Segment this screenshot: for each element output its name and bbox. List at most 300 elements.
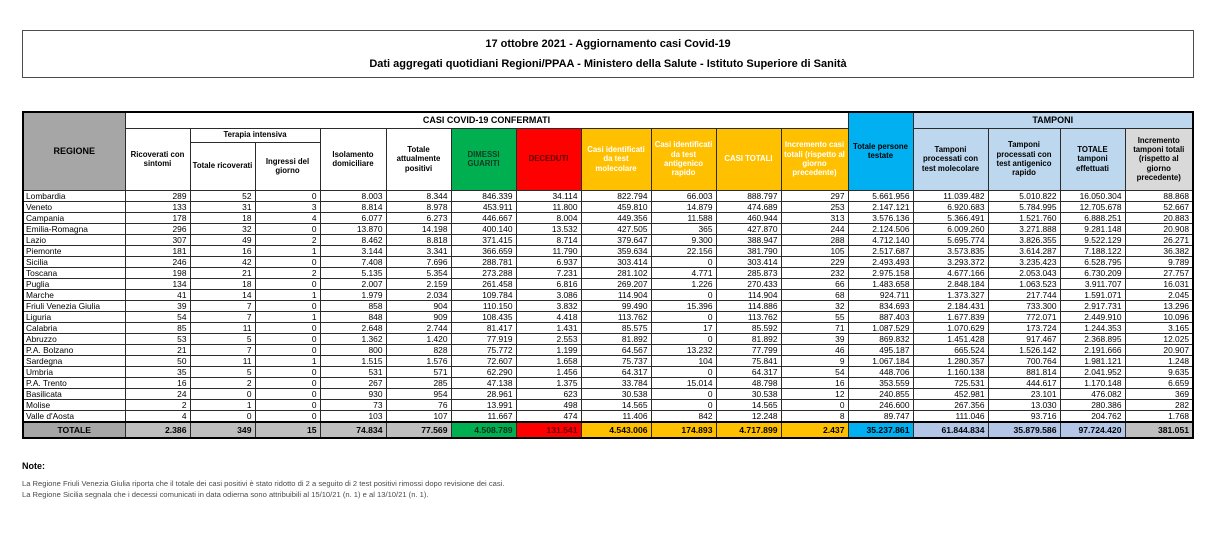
value-cell: 1.375 bbox=[516, 377, 581, 388]
value-cell: 359.634 bbox=[581, 245, 651, 256]
value-cell: 24 bbox=[125, 388, 190, 399]
header-ingressi-del-giorno: Ingressi del giorno bbox=[255, 142, 320, 190]
value-cell: 881.814 bbox=[988, 366, 1060, 377]
value-cell: 11.800 bbox=[516, 201, 581, 212]
value-cell: 8.714 bbox=[516, 234, 581, 245]
value-cell: 1.373.327 bbox=[913, 289, 988, 300]
value-cell: 476.082 bbox=[1060, 388, 1125, 399]
totals-value-cell: 97.724.420 bbox=[1060, 422, 1125, 438]
value-cell: 23.101 bbox=[988, 388, 1060, 399]
value-cell: 858 bbox=[320, 300, 386, 311]
value-cell: 14.565 bbox=[581, 399, 651, 410]
value-cell: 0 bbox=[255, 399, 320, 410]
value-cell: 42 bbox=[190, 256, 255, 267]
totals-value-cell: 349 bbox=[190, 422, 255, 438]
value-cell: 16 bbox=[190, 245, 255, 256]
value-cell: 54 bbox=[125, 311, 190, 322]
value-cell: 53 bbox=[125, 333, 190, 344]
value-cell: 108.435 bbox=[451, 311, 516, 322]
value-cell: 26.271 bbox=[1125, 234, 1193, 245]
value-cell: 365 bbox=[651, 223, 716, 234]
value-cell: 0 bbox=[651, 333, 716, 344]
value-cell: 93.716 bbox=[988, 410, 1060, 422]
value-cell: 2.553 bbox=[516, 333, 581, 344]
value-cell: 474 bbox=[516, 410, 581, 422]
value-cell: 7.188.122 bbox=[1060, 245, 1125, 256]
value-cell: 16 bbox=[781, 377, 848, 388]
value-cell: 288.781 bbox=[451, 256, 516, 267]
value-cell: 498 bbox=[516, 399, 581, 410]
value-cell: 1.526.142 bbox=[988, 344, 1060, 355]
totals-value-cell: 4.543.006 bbox=[581, 422, 651, 438]
value-cell: 34.114 bbox=[516, 190, 581, 201]
value-cell: 14.879 bbox=[651, 201, 716, 212]
value-cell: 1.199 bbox=[516, 344, 581, 355]
value-cell: 8.978 bbox=[386, 201, 451, 212]
value-cell: 1.063.523 bbox=[988, 278, 1060, 289]
value-cell: 460.944 bbox=[716, 212, 781, 223]
value-cell: 11.406 bbox=[581, 410, 651, 422]
header-casi-test-antigenico: Casi identificati da test antigenico rapido bbox=[651, 128, 716, 190]
value-cell: 2.744 bbox=[386, 322, 451, 333]
table-row bbox=[23, 267, 1193, 278]
value-cell: 7 bbox=[190, 311, 255, 322]
value-cell: 459.810 bbox=[581, 201, 651, 212]
value-cell: 6.730.209 bbox=[1060, 267, 1125, 278]
value-cell: 1.451.428 bbox=[913, 333, 988, 344]
value-cell: 76 bbox=[386, 399, 451, 410]
value-cell: 5.695.774 bbox=[913, 234, 988, 245]
value-cell: 73 bbox=[320, 399, 386, 410]
value-cell: 3.573.835 bbox=[913, 245, 988, 256]
totals-value-cell: 35.879.586 bbox=[988, 422, 1060, 438]
value-cell: 842 bbox=[651, 410, 716, 422]
value-cell: 134 bbox=[125, 278, 190, 289]
value-cell: 9.789 bbox=[1125, 256, 1193, 267]
value-cell: 285 bbox=[386, 377, 451, 388]
value-cell: 6.009.260 bbox=[913, 223, 988, 234]
value-cell: 21 bbox=[190, 267, 255, 278]
table-row bbox=[23, 344, 1193, 355]
value-cell: 13.296 bbox=[1125, 300, 1193, 311]
region-name: Toscana bbox=[23, 267, 125, 278]
value-cell: 296 bbox=[125, 223, 190, 234]
totals-value-cell: 4.508.789 bbox=[451, 422, 516, 438]
header-totale-ricoverati: Totale ricoverati bbox=[190, 142, 255, 190]
value-cell: 2.159 bbox=[386, 278, 451, 289]
region-name: Puglia bbox=[23, 278, 125, 289]
value-cell: 280.386 bbox=[1060, 399, 1125, 410]
value-cell: 114.886 bbox=[716, 300, 781, 311]
totals-value-cell: 74.834 bbox=[320, 422, 386, 438]
value-cell: 11.039.482 bbox=[913, 190, 988, 201]
header-group-tamponi: TAMPONI bbox=[913, 112, 1193, 128]
table-row bbox=[23, 278, 1193, 289]
value-cell: 46 bbox=[781, 344, 848, 355]
region-name: Basilicata bbox=[23, 388, 125, 399]
value-cell: 270.433 bbox=[716, 278, 781, 289]
totals-value-cell: 77.569 bbox=[386, 422, 451, 438]
value-cell: 3.832 bbox=[516, 300, 581, 311]
table-row bbox=[23, 190, 1193, 201]
value-cell: 28.961 bbox=[451, 388, 516, 399]
value-cell: 31 bbox=[190, 201, 255, 212]
value-cell: 0 bbox=[651, 388, 716, 399]
table-row bbox=[23, 366, 1193, 377]
totals-value-cell: 381.051 bbox=[1125, 422, 1193, 438]
value-cell: 381.790 bbox=[716, 245, 781, 256]
totals-row bbox=[23, 422, 1193, 438]
header-tamponi-antigenico: Tamponi processati con test antigenico rapido bbox=[988, 128, 1060, 190]
table-row bbox=[23, 300, 1193, 311]
value-cell: 446.667 bbox=[451, 212, 516, 223]
value-cell: 2.493.493 bbox=[848, 256, 913, 267]
value-cell: 12 bbox=[781, 388, 848, 399]
table-row bbox=[23, 212, 1193, 223]
header-totale-tamponi: TOTALE tamponi effettuati bbox=[1060, 128, 1125, 190]
value-cell: 0 bbox=[651, 289, 716, 300]
table-row bbox=[23, 245, 1193, 256]
value-cell: 1.515 bbox=[320, 355, 386, 366]
value-cell: 2.034 bbox=[386, 289, 451, 300]
value-cell: 954 bbox=[386, 388, 451, 399]
value-cell: 81.892 bbox=[716, 333, 781, 344]
value-cell: 11 bbox=[190, 322, 255, 333]
value-cell: 77.919 bbox=[451, 333, 516, 344]
value-cell: 20.907 bbox=[1125, 344, 1193, 355]
value-cell: 18 bbox=[190, 212, 255, 223]
header-ricoverati-con-sintomi: Ricoverati con sintomi bbox=[125, 128, 190, 190]
value-cell: 834.693 bbox=[848, 300, 913, 311]
value-cell: 16.031 bbox=[1125, 278, 1193, 289]
value-cell: 1.431 bbox=[516, 322, 581, 333]
region-name: Umbria bbox=[23, 366, 125, 377]
value-cell: 4 bbox=[125, 410, 190, 422]
value-cell: 89.747 bbox=[848, 410, 913, 422]
value-cell: 3.911.707 bbox=[1060, 278, 1125, 289]
value-cell: 0 bbox=[255, 256, 320, 267]
value-cell: 10.096 bbox=[1125, 311, 1193, 322]
value-cell: 733.300 bbox=[988, 300, 1060, 311]
totals-label: TOTALE bbox=[23, 422, 125, 438]
value-cell: 2 bbox=[190, 377, 255, 388]
value-cell: 15.014 bbox=[651, 377, 716, 388]
value-cell: 2.917.731 bbox=[1060, 300, 1125, 311]
value-cell: 104 bbox=[651, 355, 716, 366]
value-cell: 17 bbox=[651, 322, 716, 333]
value-cell: 2.045 bbox=[1125, 289, 1193, 300]
value-cell: 198 bbox=[125, 267, 190, 278]
value-cell: 6.888.251 bbox=[1060, 212, 1125, 223]
report-title-box bbox=[22, 30, 1194, 78]
value-cell: 7 bbox=[190, 344, 255, 355]
header-isolamento-domiciliare: Isolamento domiciliare bbox=[320, 128, 386, 190]
value-cell: 0 bbox=[255, 333, 320, 344]
value-cell: 109.784 bbox=[451, 289, 516, 300]
value-cell: 452.981 bbox=[913, 388, 988, 399]
region-name: Molise bbox=[23, 399, 125, 410]
region-name: P.A. Trento bbox=[23, 377, 125, 388]
value-cell: 1.244.353 bbox=[1060, 322, 1125, 333]
value-cell: 924.711 bbox=[848, 289, 913, 300]
table-row bbox=[23, 333, 1193, 344]
value-cell: 930 bbox=[320, 388, 386, 399]
header-totale-attualmente-positivi: Totale attualmente positivi bbox=[386, 128, 451, 190]
value-cell: 1.979 bbox=[320, 289, 386, 300]
value-cell: 12.248 bbox=[716, 410, 781, 422]
value-cell: 0 bbox=[255, 322, 320, 333]
value-cell: 47.138 bbox=[451, 377, 516, 388]
notes-section bbox=[22, 461, 1182, 500]
value-cell: 2 bbox=[255, 267, 320, 278]
totals-value-cell: 2.386 bbox=[125, 422, 190, 438]
value-cell: 3.341 bbox=[386, 245, 451, 256]
value-cell: 253 bbox=[781, 201, 848, 212]
value-cell: 88.868 bbox=[1125, 190, 1193, 201]
value-cell: 39 bbox=[125, 300, 190, 311]
value-cell: 27.757 bbox=[1125, 267, 1193, 278]
value-cell: 81.417 bbox=[451, 322, 516, 333]
value-cell: 0 bbox=[255, 190, 320, 201]
value-cell: 113.762 bbox=[716, 311, 781, 322]
value-cell: 2 bbox=[125, 399, 190, 410]
header-casi-totali: CASI TOTALI bbox=[716, 128, 781, 190]
value-cell: 3.293.372 bbox=[913, 256, 988, 267]
region-name: Marche bbox=[23, 289, 125, 300]
header-casi-test-molecolare: Casi identificati da test molecolare bbox=[581, 128, 651, 190]
value-cell: 49 bbox=[190, 234, 255, 245]
value-cell: 8.344 bbox=[386, 190, 451, 201]
value-cell: 240.855 bbox=[848, 388, 913, 399]
value-cell: 869.832 bbox=[848, 333, 913, 344]
value-cell: 0 bbox=[190, 388, 255, 399]
header-dimessi-guariti: DIMESSI GUARITI bbox=[451, 128, 516, 190]
value-cell: 6.528.795 bbox=[1060, 256, 1125, 267]
value-cell: 388.947 bbox=[716, 234, 781, 245]
value-cell: 15.396 bbox=[651, 300, 716, 311]
value-cell: 1.677.839 bbox=[913, 311, 988, 322]
value-cell: 1 bbox=[255, 245, 320, 256]
value-cell: 495.187 bbox=[848, 344, 913, 355]
value-cell: 904 bbox=[386, 300, 451, 311]
value-cell: 269.207 bbox=[581, 278, 651, 289]
value-cell: 3.144 bbox=[320, 245, 386, 256]
value-cell: 282 bbox=[1125, 399, 1193, 410]
value-cell: 111.046 bbox=[913, 410, 988, 422]
table-row bbox=[23, 234, 1193, 245]
region-name: Friuli Venezia Giulia bbox=[23, 300, 125, 311]
value-cell: 9.635 bbox=[1125, 366, 1193, 377]
value-cell: 909 bbox=[386, 311, 451, 322]
value-cell: 9.281.148 bbox=[1060, 223, 1125, 234]
value-cell: 8 bbox=[781, 410, 848, 422]
value-cell: 453.911 bbox=[451, 201, 516, 212]
value-cell: 64.317 bbox=[716, 366, 781, 377]
value-cell: 81.892 bbox=[581, 333, 651, 344]
table-row bbox=[23, 377, 1193, 388]
value-cell: 822.794 bbox=[581, 190, 651, 201]
value-cell: 246.600 bbox=[848, 399, 913, 410]
value-cell: 369 bbox=[1125, 388, 1193, 399]
totals-value-cell: 35.237.861 bbox=[848, 422, 913, 438]
value-cell: 700.764 bbox=[988, 355, 1060, 366]
value-cell: 772.071 bbox=[988, 311, 1060, 322]
value-cell: 281.102 bbox=[581, 267, 651, 278]
table-row bbox=[23, 289, 1193, 300]
value-cell: 62.290 bbox=[451, 366, 516, 377]
value-cell: 5.661.956 bbox=[848, 190, 913, 201]
value-cell: 66 bbox=[781, 278, 848, 289]
table-row bbox=[23, 355, 1193, 366]
value-cell: 173.724 bbox=[988, 322, 1060, 333]
value-cell: 7 bbox=[190, 300, 255, 311]
value-cell: 725.531 bbox=[913, 377, 988, 388]
value-cell: 32 bbox=[781, 300, 848, 311]
value-cell: 1.070.629 bbox=[913, 322, 988, 333]
value-cell: 33.784 bbox=[581, 377, 651, 388]
value-cell: 3.165 bbox=[1125, 322, 1193, 333]
covid-data-table bbox=[22, 111, 1194, 439]
value-cell: 5.135 bbox=[320, 267, 386, 278]
value-cell: 13.870 bbox=[320, 223, 386, 234]
value-cell: 107 bbox=[386, 410, 451, 422]
value-cell: 8.814 bbox=[320, 201, 386, 212]
value-cell: 267 bbox=[320, 377, 386, 388]
value-cell: 289 bbox=[125, 190, 190, 201]
value-cell: 13.030 bbox=[988, 399, 1060, 410]
value-cell: 39 bbox=[781, 333, 848, 344]
value-cell: 217.744 bbox=[988, 289, 1060, 300]
value-cell: 105 bbox=[781, 245, 848, 256]
value-cell: 288 bbox=[781, 234, 848, 245]
table-body bbox=[23, 190, 1193, 438]
value-cell: 7.231 bbox=[516, 267, 581, 278]
value-cell: 285.873 bbox=[716, 267, 781, 278]
value-cell: 6.816 bbox=[516, 278, 581, 289]
value-cell: 66.003 bbox=[651, 190, 716, 201]
value-cell: 0 bbox=[651, 366, 716, 377]
table-row bbox=[23, 410, 1193, 422]
value-cell: 427.870 bbox=[716, 223, 781, 234]
region-name: Sardegna bbox=[23, 355, 125, 366]
note-line: La Regione Sicilia segnala che i decessi comunicati in data odierna sono attribuibili al 15/10/21 (n. 1) e al 13/10/21 (n. 1). bbox=[22, 490, 429, 499]
value-cell: 5.784.995 bbox=[988, 201, 1060, 212]
header-persone-testate: Totale persone testate bbox=[848, 112, 913, 190]
value-cell: 50 bbox=[125, 355, 190, 366]
value-cell: 0 bbox=[651, 256, 716, 267]
value-cell: 2.449.910 bbox=[1060, 311, 1125, 322]
value-cell: 848 bbox=[320, 311, 386, 322]
note-line: La Regione Friuli Venezia Giulia riporta che il totale dei casi positivi è stato ridotto di 2 a seguito di 2 test positivi rimossi dopo revisione dei casi. bbox=[22, 479, 505, 488]
totals-value-cell: 2.437 bbox=[781, 422, 848, 438]
region-name: Veneto bbox=[23, 201, 125, 212]
value-cell: 1.658 bbox=[516, 355, 581, 366]
value-cell: 11 bbox=[190, 355, 255, 366]
value-cell: 6.920.683 bbox=[913, 201, 988, 212]
value-cell: 68 bbox=[781, 289, 848, 300]
table-row bbox=[23, 311, 1193, 322]
value-cell: 133 bbox=[125, 201, 190, 212]
region-name: Lombardia bbox=[23, 190, 125, 201]
value-cell: 303.414 bbox=[716, 256, 781, 267]
value-cell: 99.490 bbox=[581, 300, 651, 311]
value-cell: 0 bbox=[255, 366, 320, 377]
value-cell: 828 bbox=[386, 344, 451, 355]
value-cell: 5.366.491 bbox=[913, 212, 988, 223]
value-cell: 1.456 bbox=[516, 366, 581, 377]
value-cell: 4.677.166 bbox=[913, 267, 988, 278]
value-cell: 8.003 bbox=[320, 190, 386, 201]
value-cell: 887.403 bbox=[848, 311, 913, 322]
value-cell: 16 bbox=[125, 377, 190, 388]
value-cell: 273.288 bbox=[451, 267, 516, 278]
value-cell: 85 bbox=[125, 322, 190, 333]
value-cell: 261.458 bbox=[451, 278, 516, 289]
value-cell: 36.382 bbox=[1125, 245, 1193, 256]
value-cell: 1 bbox=[255, 311, 320, 322]
region-name: Piemonte bbox=[23, 245, 125, 256]
value-cell: 229 bbox=[781, 256, 848, 267]
value-cell: 4.771 bbox=[651, 267, 716, 278]
value-cell: 2.053.043 bbox=[988, 267, 1060, 278]
value-cell: 11.588 bbox=[651, 212, 716, 223]
value-cell: 1.248 bbox=[1125, 355, 1193, 366]
value-cell: 71 bbox=[781, 322, 848, 333]
value-cell: 0 bbox=[255, 388, 320, 399]
totals-value-cell: 131.541 bbox=[516, 422, 581, 438]
value-cell: 0 bbox=[190, 410, 255, 422]
value-cell: 448.706 bbox=[848, 366, 913, 377]
value-cell: 2.124.506 bbox=[848, 223, 913, 234]
value-cell: 7.696 bbox=[386, 256, 451, 267]
value-cell: 18 bbox=[190, 278, 255, 289]
value-cell: 8.462 bbox=[320, 234, 386, 245]
value-cell: 1.591.071 bbox=[1060, 289, 1125, 300]
table-row bbox=[23, 223, 1193, 234]
value-cell: 0 bbox=[255, 377, 320, 388]
value-cell: 888.797 bbox=[716, 190, 781, 201]
value-cell: 0 bbox=[651, 399, 716, 410]
value-cell: 1.170.148 bbox=[1060, 377, 1125, 388]
value-cell: 0 bbox=[651, 311, 716, 322]
value-cell: 303.414 bbox=[581, 256, 651, 267]
value-cell: 13.232 bbox=[651, 344, 716, 355]
value-cell: 32 bbox=[190, 223, 255, 234]
value-cell: 5 bbox=[190, 366, 255, 377]
value-cell: 0 bbox=[255, 344, 320, 355]
value-cell: 307 bbox=[125, 234, 190, 245]
value-cell: 244 bbox=[781, 223, 848, 234]
value-cell: 14.198 bbox=[386, 223, 451, 234]
value-cell: 4.418 bbox=[516, 311, 581, 322]
value-cell: 2 bbox=[255, 234, 320, 245]
region-name: Abruzzo bbox=[23, 333, 125, 344]
value-cell: 444.617 bbox=[988, 377, 1060, 388]
value-cell: 846.339 bbox=[451, 190, 516, 201]
value-cell: 6.937 bbox=[516, 256, 581, 267]
value-cell: 6.077 bbox=[320, 212, 386, 223]
totals-value-cell: 15 bbox=[255, 422, 320, 438]
table-row bbox=[23, 201, 1193, 212]
value-cell: 449.356 bbox=[581, 212, 651, 223]
value-cell: 114.904 bbox=[716, 289, 781, 300]
value-cell: 9 bbox=[781, 355, 848, 366]
value-cell: 623 bbox=[516, 388, 581, 399]
table-row bbox=[23, 399, 1193, 410]
value-cell: 2.648 bbox=[320, 322, 386, 333]
value-cell: 297 bbox=[781, 190, 848, 201]
value-cell: 13.991 bbox=[451, 399, 516, 410]
